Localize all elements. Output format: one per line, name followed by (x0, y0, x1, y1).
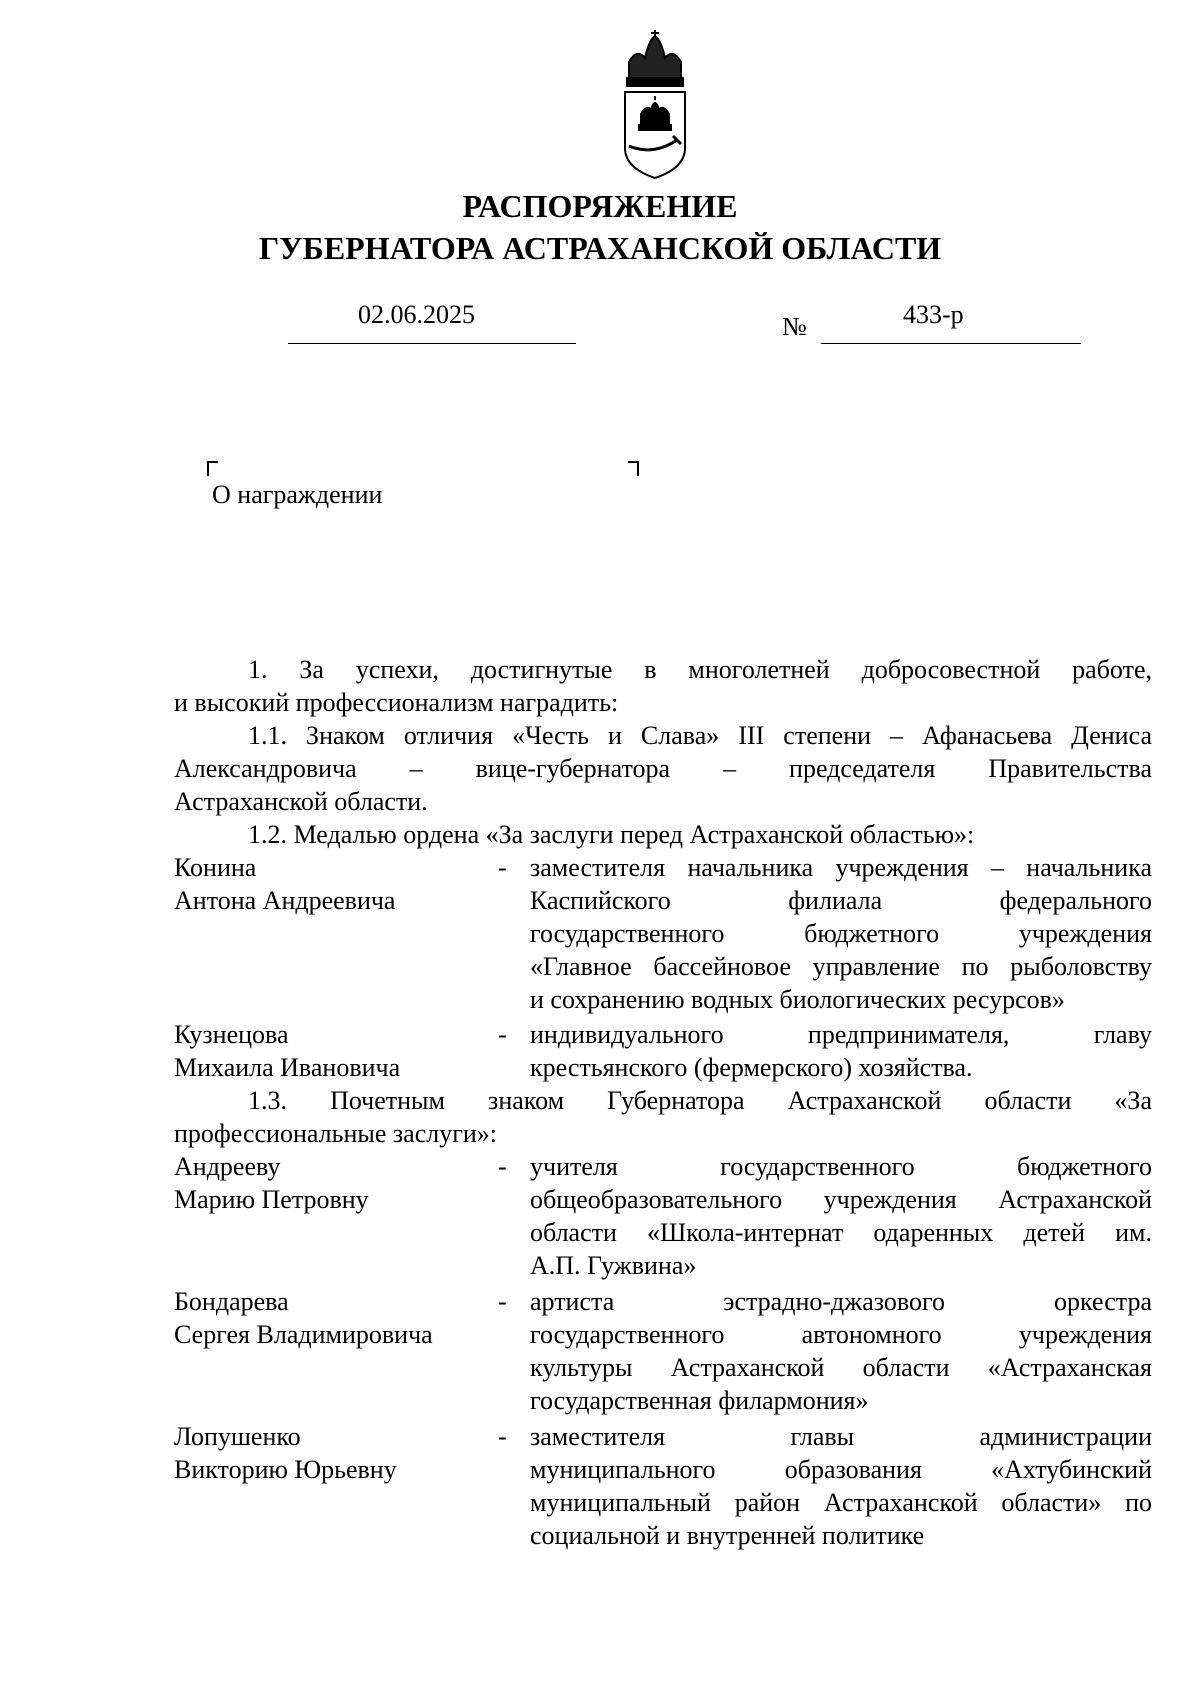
description-line: «Главное бассейновое управление по рыболовству (530, 952, 1152, 981)
description-line: заместителя главы администрации (530, 1422, 1152, 1451)
awardee-surname: Андрееву (174, 1152, 281, 1181)
paragraph-1 (174, 653, 1152, 719)
awardee-dash: - (498, 1152, 507, 1181)
awardee-description (530, 1285, 1152, 1417)
awardee-description (530, 1150, 1152, 1282)
paragraph-1-3-line: профессиональные заслуги»: (174, 1119, 498, 1148)
document-subject: О награждении (212, 480, 383, 509)
awardee-description (530, 851, 1152, 1016)
paragraph-1-3-line: 1.3. Почетным знаком Губернатора Астраханской области «За (248, 1086, 1152, 1115)
awardee-surname: Конина (174, 853, 257, 882)
description-line: государственного бюджетного учреждения (530, 919, 1152, 948)
awardee-description (530, 1018, 1152, 1084)
description-line: социальной и внутренней политике (530, 1521, 925, 1550)
awardee-surname: Бондарева (174, 1287, 289, 1316)
description-line: государственная филармония» (530, 1386, 869, 1415)
paragraph-1-line: 1. За успехи, достигнутые в многолетней добросовестной работе, (248, 655, 1152, 684)
number-sign: № (782, 312, 807, 341)
awardee-given-names: Викторию Юрьевну (174, 1455, 397, 1484)
awardee-dash: - (498, 1020, 507, 1049)
paragraph-1-2: 1.2. Медалью ордена «За заслуги перед Астраханской областью»: (248, 820, 975, 849)
paragraph-1-3 (174, 1084, 1152, 1150)
awardee-dash: - (498, 1422, 507, 1451)
awardee-given-names: Сергея Владимировича (174, 1320, 433, 1349)
paragraph-1-1-line: Астраханской области. (174, 787, 428, 816)
description-line: А.П. Гужвина» (530, 1251, 697, 1280)
date-underline (288, 343, 576, 344)
left-corner-bracket-icon (206, 460, 222, 476)
description-line: государственного автономного учреждения (530, 1320, 1152, 1349)
awardee-given-names: Михаила Ивановича (174, 1053, 401, 1082)
description-line: учителя государственного бюджетного (530, 1152, 1152, 1181)
number-underline (821, 343, 1081, 344)
right-corner-bracket-icon (626, 460, 642, 476)
document-number: 433-р (903, 300, 964, 329)
description-line: артиста эстрадно-джазового оркестра (530, 1287, 1152, 1316)
description-line: муниципального образования «Ахтубинский (530, 1455, 1152, 1484)
paragraph-1-1 (174, 719, 1152, 818)
description-line: муниципальный район Астраханской области» по (530, 1488, 1152, 1517)
paragraph-1-line: и высокий профессионализм наградить: (174, 688, 619, 717)
description-line: Каспийского филиала федерального (530, 886, 1152, 915)
paragraph-1-1-line: Александровича – вице-губернатора – председателя Правительства (174, 754, 1152, 783)
description-line: индивидуального предпринимателя, главу (530, 1020, 1152, 1049)
document-date: 02.06.2025 (358, 300, 475, 329)
awardee-given-names: Антона Андреевича (174, 886, 396, 915)
description-line: и сохранению водных биологических ресурсов» (530, 985, 1065, 1014)
coat-of-arms-icon (615, 30, 695, 180)
description-line: заместителя начальника учреждения – начальника (530, 853, 1152, 882)
awardee-surname: Лопушенко (174, 1422, 301, 1451)
document-title-line2: ГУБЕРНАТОРА АСТРАХАНСКОЙ ОБЛАСТИ (258, 230, 942, 266)
awardee-given-names: Марию Петровну (174, 1185, 369, 1214)
document-title-line1: РАСПОРЯЖЕНИЕ (462, 188, 738, 224)
awardee-dash: - (498, 1287, 507, 1316)
description-line: области «Школа-интернат одаренных детей им. (530, 1218, 1152, 1247)
awardee-surname: Кузнецова (174, 1020, 289, 1049)
description-line: крестьянского (фермерского) хозяйства. (530, 1053, 973, 1082)
awardee-description (530, 1420, 1152, 1552)
awardee-dash: - (498, 853, 507, 882)
description-line: культуры Астраханской области «Астраханская (530, 1353, 1152, 1382)
paragraph-1-1-line: 1.1. Знаком отличия «Честь и Слава» III степени – Афанасьева Дениса (248, 721, 1152, 750)
description-line: общеобразовательного учреждения Астраханской (530, 1185, 1152, 1214)
